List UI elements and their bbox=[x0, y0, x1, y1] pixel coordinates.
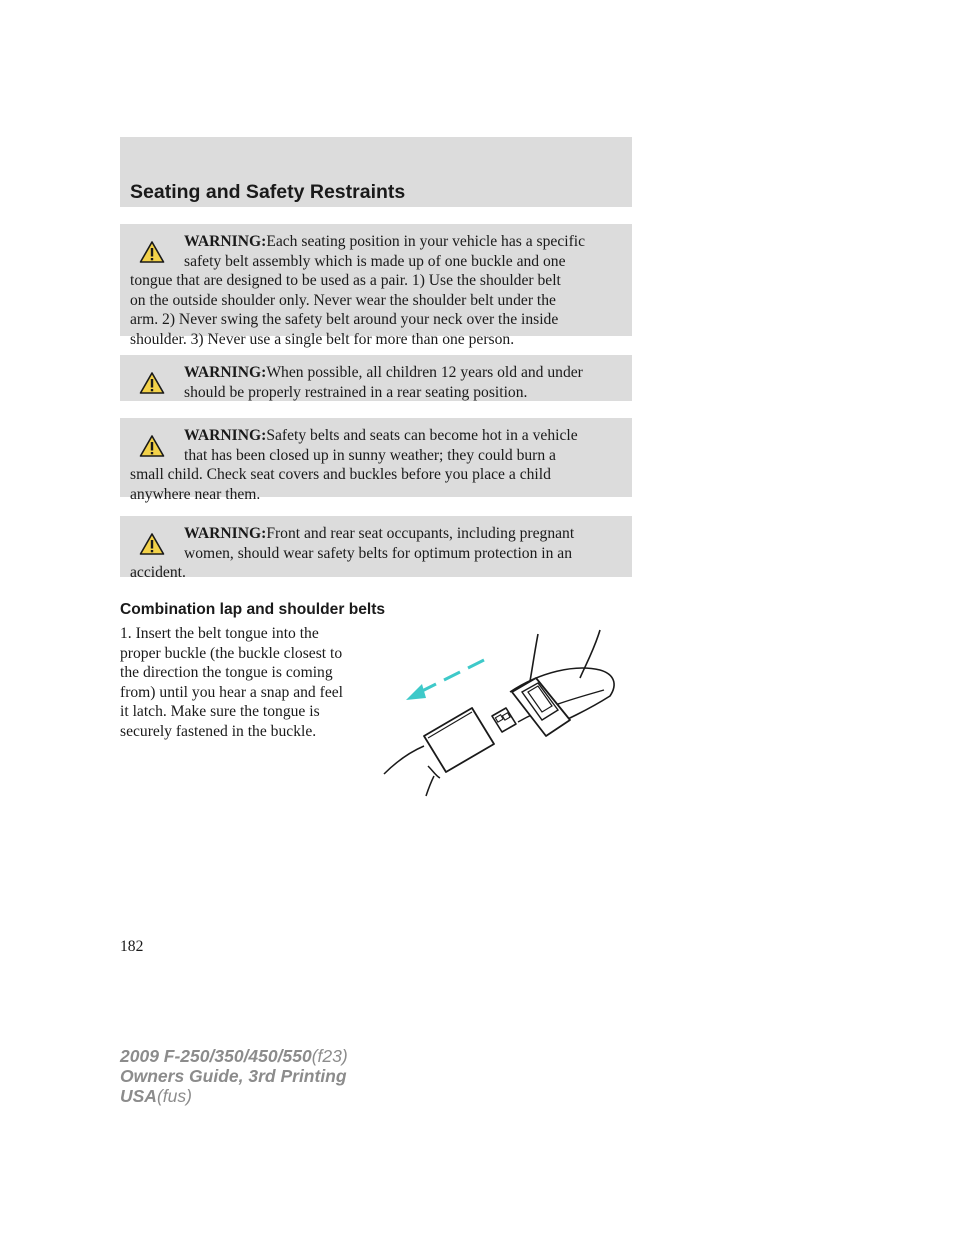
step-text-line: from) until you hear a snap and feel bbox=[120, 683, 343, 701]
warning-box bbox=[120, 418, 632, 503]
warning-text: shoulder. 3) Never use a single belt for more than one person. bbox=[130, 330, 515, 348]
footer-market-code: (fus) bbox=[156, 1086, 192, 1106]
warning-text: tongue that are designed to be used as a pair. 1) Use the shoulder belt bbox=[130, 272, 561, 290]
step-instruction bbox=[120, 624, 343, 742]
footer-model-code: (f23) bbox=[311, 1046, 348, 1066]
warning-text: Each seating position in your vehicle has a specific bbox=[266, 233, 586, 250]
warning-text: anywhere near them. bbox=[130, 485, 261, 503]
page-title: Seating and Safety Restraints bbox=[130, 181, 406, 203]
warning-label: WARNING: bbox=[184, 233, 267, 250]
warning-box bbox=[120, 224, 632, 348]
warning-text: Safety belts and seats can become hot in a vehicle bbox=[266, 427, 578, 444]
warning-triangle-icon bbox=[139, 240, 165, 264]
step-text-line: it latch. Make sure the tongue is bbox=[120, 703, 320, 721]
seat-belt-buckle-illustration bbox=[380, 626, 630, 798]
warning-text: accident. bbox=[130, 564, 186, 582]
footer-line bbox=[120, 1086, 348, 1106]
warning-text: Front and rear seat occupants, including pregnant bbox=[266, 525, 575, 542]
warning-label: WARNING: bbox=[184, 427, 267, 444]
warning-text: that has been closed up in sunny weather; they could burn a bbox=[184, 446, 556, 464]
step-text-line: 1. Insert the belt tongue into the bbox=[120, 625, 319, 642]
warning-label: WARNING: bbox=[184, 525, 267, 542]
step-text-line: proper buckle (the buckle closest to bbox=[120, 644, 343, 662]
footer-market: USA bbox=[120, 1086, 157, 1106]
warning-triangle-icon bbox=[139, 434, 165, 458]
page-number: 182 bbox=[120, 938, 144, 955]
warning-text: should be properly restrained in a rear seating position. bbox=[184, 383, 528, 401]
warning-label: WARNING: bbox=[184, 364, 267, 381]
warning-text: arm. 2) Never swing the safety belt around your neck over the inside bbox=[130, 311, 559, 329]
warning-text: small child. Check seat covers and buckles before you place a child bbox=[130, 466, 551, 484]
footer-model: 2009 F-250/350/450/550 bbox=[120, 1046, 312, 1066]
footer-guide: Owners Guide, 3rd Printing bbox=[120, 1066, 347, 1086]
document-footer bbox=[120, 1046, 348, 1106]
warning-text: on the outside shoulder only. Never wear the shoulder belt under the bbox=[130, 291, 556, 309]
warning-text: When possible, all children 12 years old and under bbox=[266, 364, 583, 381]
warning-text: safety belt assembly which is made up of one buckle and one bbox=[184, 252, 566, 270]
warning-box bbox=[120, 516, 632, 582]
warning-triangle-icon bbox=[139, 532, 165, 556]
warning-box bbox=[120, 355, 632, 401]
step-text-line: the direction the tongue is coming bbox=[120, 664, 333, 682]
footer-line bbox=[120, 1046, 348, 1066]
warning-triangle-icon bbox=[139, 371, 165, 395]
section-heading: Combination lap and shoulder belts bbox=[120, 601, 386, 618]
warning-text: women, should wear safety belts for optimum protection in an bbox=[184, 544, 573, 562]
step-text-line: securely fastened in the buckle. bbox=[120, 722, 317, 740]
